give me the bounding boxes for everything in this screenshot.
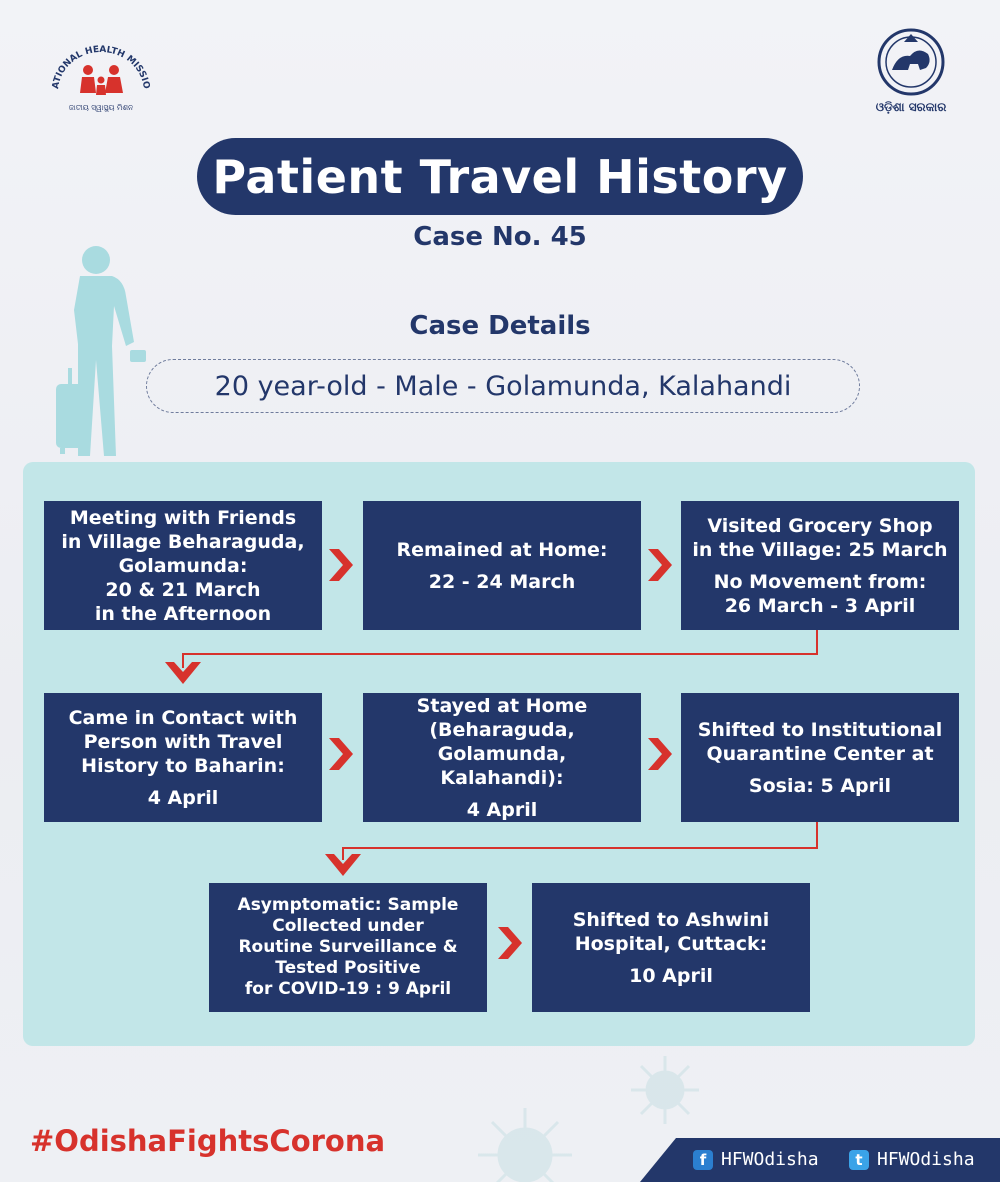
timeline-step-2 [363, 501, 641, 630]
timeline-step-1 [44, 501, 322, 630]
step-1-line-3: Golamunda: [118, 554, 248, 577]
facebook-icon: f [693, 1150, 713, 1170]
step-3-line-4: 26 March - 3 April [724, 594, 916, 617]
case-summary: 20 year-old - Male - Golamunda, Kalahandi [146, 359, 860, 413]
hashtag-odisha-fights-corona: #OdishaFightsCorona [30, 1124, 386, 1158]
twitter-handle-text: HFWOdisha [877, 1149, 975, 1170]
step-1-line-4: 20 & 21 March [105, 578, 261, 601]
step-7-line-2: Collected under [272, 916, 424, 936]
virus-decoration-icon [470, 1100, 580, 1182]
step-7-line-3: Routine Surveillance & [238, 937, 458, 957]
chevron-right-icon [646, 547, 674, 583]
chevron-right-icon [646, 736, 674, 772]
case-details-heading: Case Details [409, 311, 591, 341]
timeline-step-7 [209, 883, 487, 1012]
step-8-line-2: Hospital, Cuttack: [574, 932, 768, 955]
step-2-line-1: Remained at Home: [396, 538, 608, 561]
step-3-line-1: Visited Grocery Shop [707, 514, 933, 537]
timeline-step-4 [44, 693, 322, 822]
step-2-line-2: 22 - 24 March [428, 570, 576, 593]
step-7-line-5: for COVID-19 : 9 April [244, 979, 452, 999]
facebook-handle-text: HFWOdisha [721, 1149, 819, 1170]
step-4-line-1: Came in Contact with [68, 706, 298, 729]
step-8-line-3: 10 April [629, 964, 713, 987]
step-7-line-1: Asymptomatic: Sample [237, 895, 459, 915]
timeline-step-3 [681, 501, 959, 630]
timeline-step-5 [363, 693, 641, 822]
government-of-odisha-emblem [868, 24, 954, 120]
page-title: Patient Travel History [197, 138, 803, 215]
case-number: Case No. 45 [413, 222, 587, 252]
national-health-mission-logo [48, 40, 154, 116]
twitter-icon: t [849, 1150, 869, 1170]
government-of-odisha-text: ଓଡ଼ିଶା ସରକାର [875, 100, 947, 114]
step-1-line-2: in Village Beharaguda, [61, 530, 305, 553]
nhm-arc-text: ATIONAL HEALTH MISSIO [51, 44, 151, 90]
step-5-line-2: (Beharaguda, [429, 718, 575, 741]
step-6-line-1: Shifted to Institutional [697, 718, 943, 741]
virus-decoration-icon [625, 1050, 705, 1130]
facebook-handle-link[interactable] [693, 1149, 819, 1170]
chevron-right-icon [327, 736, 355, 772]
step-6-line-3: Sosia: 5 April [748, 774, 892, 797]
step-5-line-4: 4 April [466, 798, 538, 821]
row-connector-arrow [160, 628, 840, 692]
twitter-handle-link[interactable] [849, 1149, 975, 1170]
step-1-line-1: Meeting with Friends [69, 506, 297, 529]
step-1-line-5: in the Afternoon [94, 602, 272, 625]
step-7-line-4: Tested Positive [275, 958, 421, 978]
chevron-right-icon [496, 925, 524, 961]
step-4-line-4: 4 April [147, 786, 219, 809]
timeline-step-8 [532, 883, 810, 1012]
step-3-line-3: No Movement from: [713, 570, 927, 593]
traveller-silhouette [48, 240, 158, 465]
nhm-subtext: ଜାତୀୟ ସ୍ୱାସ୍ଥ୍ୟ ମିଶନ [68, 103, 134, 112]
timeline-step-6 [681, 693, 959, 822]
step-5-line-3: Golamunda, Kalahandi): [437, 742, 567, 789]
step-8-line-1: Shifted to Ashwini [572, 908, 770, 931]
step-6-line-2: Quarantine Center at [706, 742, 934, 765]
step-5-line-1: Stayed at Home [416, 694, 588, 717]
step-4-line-2: Person with Travel [83, 730, 283, 753]
row-connector-arrow [320, 820, 840, 884]
chevron-right-icon [327, 547, 355, 583]
step-3-line-2: in the Village: 25 March [692, 538, 948, 561]
step-4-line-3: History to Baharin: [81, 754, 285, 777]
